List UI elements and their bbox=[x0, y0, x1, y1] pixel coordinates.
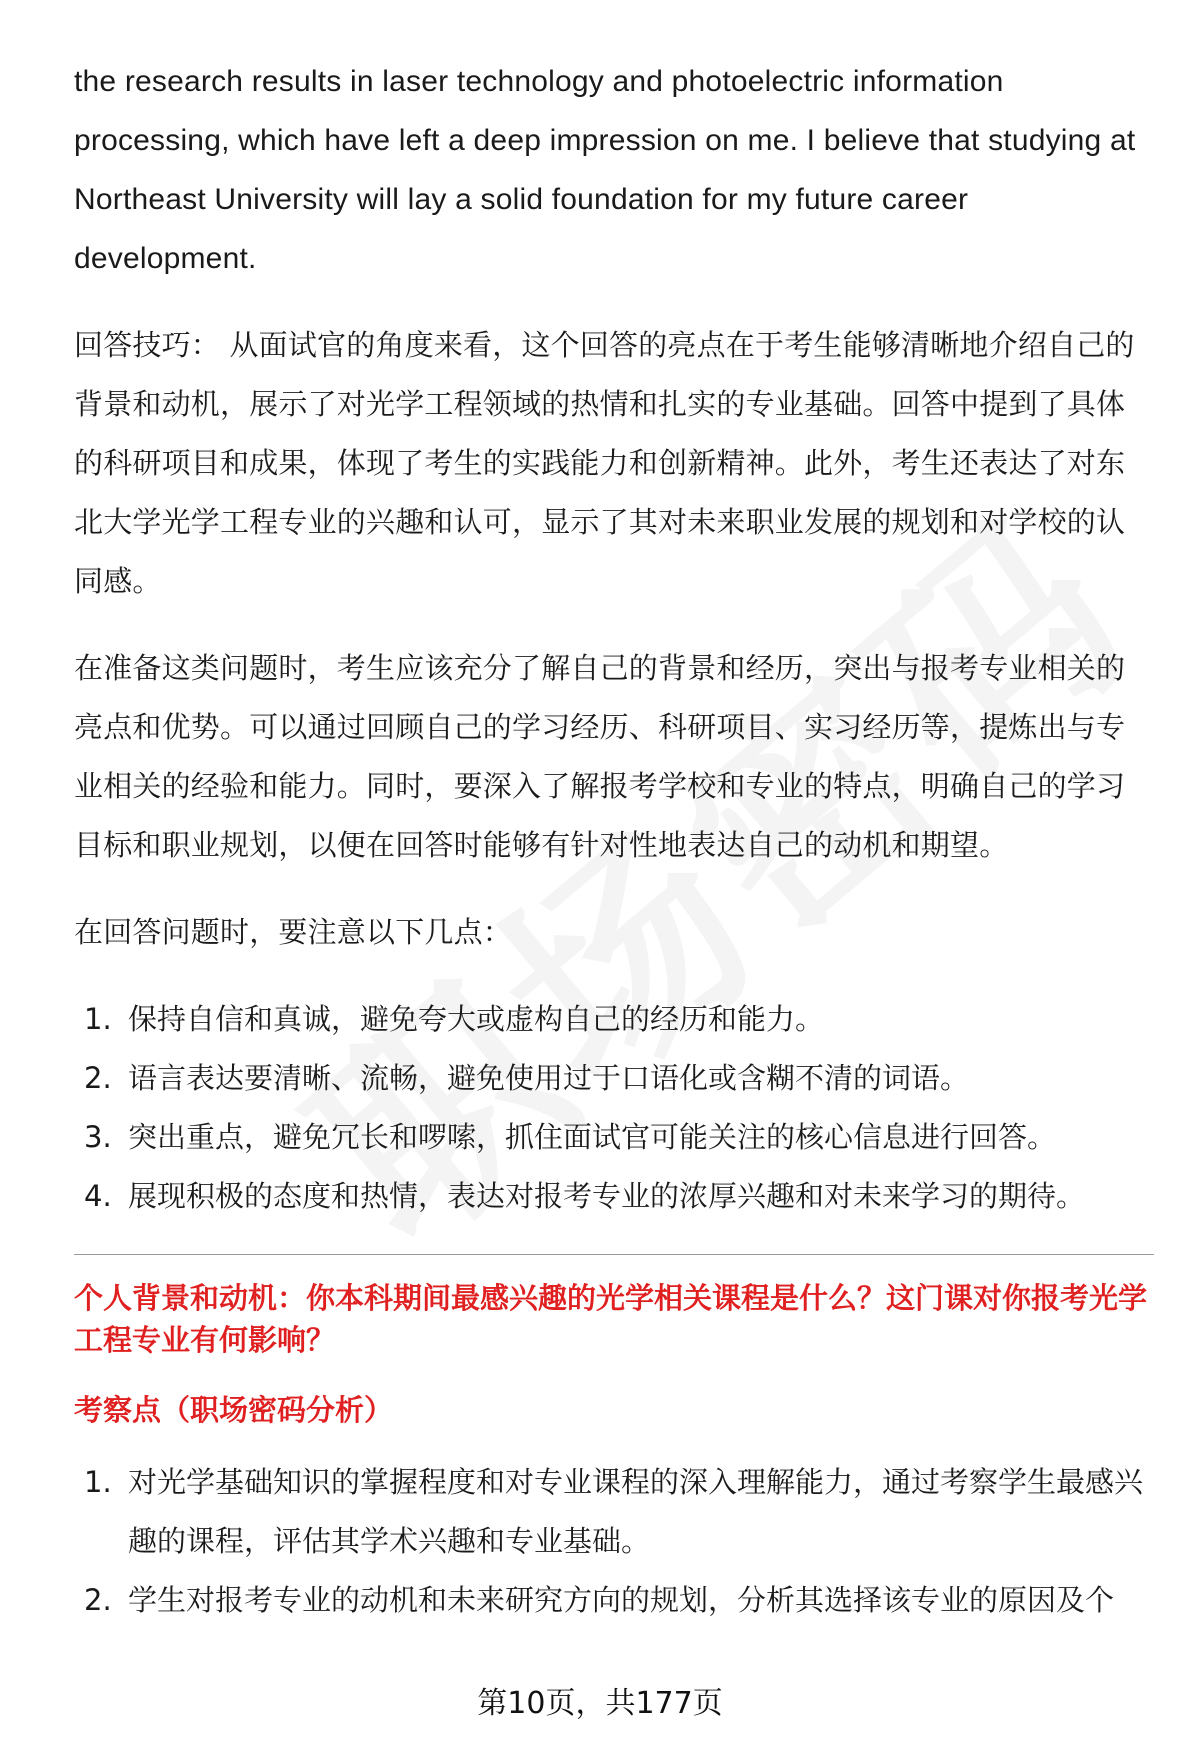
list-item: 2. 学生对报考专业的动机和未来研究方向的规划，分析其选择该专业的原因及个 bbox=[84, 1583, 1115, 1617]
intro-paragraph: the research results in laser technology and photoelectric information processing, which have left a deep impression on me. I believe that studying at Northeast University will lay a solid foundation for my future career development. bbox=[74, 65, 1136, 275]
list-item: 1. 保持自信和真诚，避免夸大或虚构自己的经历和能力。 bbox=[84, 1002, 825, 1036]
page-number-footer: 第10页，共177页 bbox=[477, 1686, 723, 1721]
exam-points-heading: 考察点（职场密码分析） bbox=[74, 1393, 394, 1427]
question-heading: 个人背景和动机：你本科期间最感兴趣的光学相关课程是什么？这门课对你报考光学工程专业有何影响？ bbox=[74, 1281, 1148, 1357]
exam-points-list bbox=[74, 1453, 1154, 1630]
list-item: 2. 语言表达要清晰、流畅，避免使用过于口语化或含糊不清的词语。 bbox=[84, 1061, 970, 1095]
tips-paragraph: 回答技巧： 从面试官的角度来看，这个回答的亮点在于考生能够清晰地介绍自己的背景和动机，展示了对光学工程领域的热情和扎实的专业基础。回答中提到了具体的科研项目和成果，体现了考生的实践能力和创新精神。此外，考生还表达了对东北大学光学工程专业的兴趣和认可，显示了其对未来职业发展的规划和对学校的认同感。 bbox=[74, 328, 1135, 598]
document-page bbox=[74, 52, 1154, 1658]
section-divider bbox=[74, 1254, 1154, 1255]
attention-intro: 在回答问题时，要注意以下几点： bbox=[74, 915, 513, 949]
prep-paragraph: 在准备这类问题时，考生应该充分了解自己的背景和经历，突出与报考专业相关的亮点和优势。可以通过回顾自己的学习经历、科研项目、实习经历等，提炼出与专业相关的经验和能力。同时，要深入了解报考学校和专业的特点，明确自己的学习目标和职业规划，以便在回答时能够有针对性地表达自己的动机和期望。 bbox=[74, 651, 1126, 862]
list-item: 3. 突出重点，避免冗长和啰嗦，抓住面试官可能关注的核心信息进行回答。 bbox=[84, 1120, 1057, 1154]
attention-list bbox=[74, 990, 1154, 1226]
list-item: 1. 对光学基础知识的掌握程度和对专业课程的深入理解能力，通过考察学生最感兴趣的课程，评估其学术兴趣和专业基础。 bbox=[84, 1465, 1144, 1558]
list-item: 4. 展现积极的态度和热情，表达对报考专业的浓厚兴趣和对未来学习的期待。 bbox=[84, 1179, 1086, 1213]
